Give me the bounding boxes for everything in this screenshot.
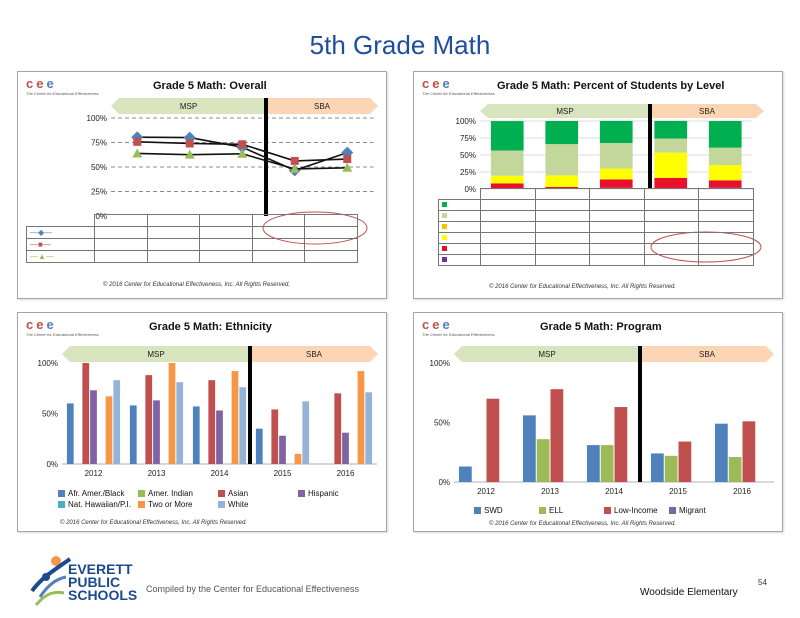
x-tick-label: 2016	[336, 469, 355, 478]
bar-segment-l4	[654, 121, 687, 139]
sba-label: SBA	[313, 102, 331, 111]
overall-line-chart	[18, 72, 388, 300]
y-axis-tick-label: 75%	[90, 138, 107, 148]
bar-segment-level-2	[491, 176, 524, 184]
legend-item: ELL	[539, 506, 563, 515]
table-cell	[590, 233, 645, 244]
chart-panel-program	[413, 312, 783, 532]
chart-panel-ethnicity	[17, 312, 387, 532]
bar-segment-l4	[600, 121, 633, 143]
x-tick-label: 2015	[669, 487, 687, 496]
table-cell	[305, 251, 358, 263]
program-bar-chart	[414, 313, 784, 533]
marker-everett	[186, 139, 194, 147]
bar-swd	[587, 445, 600, 482]
bar-low-income	[743, 421, 756, 482]
bar-segment-level-2	[654, 153, 687, 178]
legend-item: Afr. Amer./Black	[58, 489, 124, 498]
bar-segment-level-2	[600, 169, 633, 180]
msp-label: MSP	[179, 102, 198, 111]
table-cell	[252, 239, 305, 251]
series-legend-l3	[439, 211, 481, 222]
page-title: 5th Grade Math	[309, 30, 491, 60]
y-axis-tick-label: 0%	[438, 478, 450, 487]
table-cell	[252, 251, 305, 263]
x-tick-label: 2012	[477, 487, 495, 496]
table-cell	[481, 233, 536, 244]
legend-item: Two or More	[138, 500, 192, 509]
cee-logo: cee The Center for Educational Effectiveness	[422, 76, 495, 96]
legend-item: Migrant	[669, 506, 706, 515]
compiled-note: Compiled by the Center for Educational Effectiveness	[146, 584, 359, 594]
table-cell	[699, 233, 754, 244]
table-cell	[699, 200, 754, 211]
chart-title: Grade 5 Math: Percent of Students by Level	[497, 80, 725, 92]
bar-swd	[651, 453, 664, 482]
table-cell	[535, 233, 590, 244]
bar-afr-amer-black	[130, 405, 137, 464]
table-cell	[147, 251, 200, 263]
table-cell	[252, 227, 305, 239]
cee-logo: cee The Center for Educational Effectiveness	[26, 317, 99, 337]
table-cell	[535, 200, 590, 211]
copyright-note: © 2016 Center for Educational Effectiveness, Inc. All Rights Reserved.	[489, 521, 676, 527]
bar-swd	[459, 467, 472, 482]
footer	[0, 545, 800, 618]
marker-everett	[291, 157, 299, 165]
table-header-year	[699, 189, 754, 200]
table-cell	[481, 200, 536, 211]
table-cell	[95, 227, 148, 239]
bar-asian	[271, 409, 278, 464]
table-cell	[590, 222, 645, 233]
table-cell	[644, 233, 699, 244]
table-cell	[590, 200, 645, 211]
series-legend-state: —▲—	[27, 251, 95, 263]
sba-label: SBA	[305, 350, 323, 359]
table-cell	[305, 239, 358, 251]
table-cell	[535, 255, 590, 266]
table-header-year	[644, 189, 699, 200]
table-cell	[590, 244, 645, 255]
table-header-year	[481, 189, 536, 200]
series-legend-not-tested	[439, 255, 481, 266]
cee-logo: cee The Center for Educational Effectiveness	[422, 317, 495, 337]
table-cell	[535, 244, 590, 255]
levels-data-table	[438, 188, 754, 266]
x-tick-label: 2012	[84, 469, 103, 478]
bar-segment-l3	[709, 148, 742, 165]
y-axis-tick-label: 50%	[433, 418, 450, 428]
x-tick-label: 2014	[605, 487, 623, 496]
marker-everett	[238, 140, 246, 148]
legend-item: SWD	[474, 506, 503, 515]
x-tick-label: 2015	[273, 469, 292, 478]
copyright-note: © 2016 Center for Educational Effectiveness, Inc. All Rights Reserved.	[60, 520, 247, 526]
y-axis-tick-label: 75%	[459, 134, 476, 143]
bar-segment-level-1	[600, 179, 633, 187]
school-name: Woodside Elementary	[640, 587, 738, 598]
chart-title: Grade 5 Math: Overall	[153, 80, 267, 92]
bar-segment-l3	[600, 143, 633, 169]
x-tick-label: 2013	[147, 469, 166, 478]
bar-segment-l3	[545, 144, 578, 175]
x-tick-label: 2014	[210, 469, 229, 478]
table-cell	[590, 255, 645, 266]
bar-white	[113, 380, 120, 464]
legend-item: Low-Income	[604, 506, 658, 515]
copyright-note: © 2016 Center for Educational Effectiveness, Inc. All Rights Reserved.	[489, 284, 676, 290]
y-axis-tick-label: 50%	[90, 163, 107, 172]
table-cell	[305, 227, 358, 239]
table-cell	[481, 222, 536, 233]
table-header-year	[200, 215, 253, 227]
bar-low-income	[679, 442, 692, 482]
legend-item: Hispanic	[298, 489, 339, 498]
bar-two-or-more	[295, 454, 302, 464]
series-legend-everett: —■—	[27, 239, 95, 251]
table-cell	[481, 211, 536, 222]
bar-ell	[729, 457, 742, 482]
chart-panel-levels	[413, 71, 783, 299]
table-cell	[590, 211, 645, 222]
legend-item: Asian	[218, 489, 248, 498]
bar-segment-l4	[709, 121, 742, 148]
bar-segment-l4	[545, 121, 578, 144]
msp-label: MSP	[556, 107, 574, 116]
table-cell	[147, 239, 200, 251]
y-axis-tick-label: 50%	[459, 151, 476, 160]
legend-item: Nat. Hawaiian/P.I.	[58, 500, 131, 509]
bar-white	[239, 387, 246, 464]
y-axis-tick-label: 0%	[95, 212, 107, 221]
table-cell	[644, 211, 699, 222]
table-cell	[200, 251, 253, 263]
table-cell	[699, 244, 754, 255]
overall-data-table	[26, 214, 358, 263]
bar-ell	[537, 439, 550, 482]
bar-two-or-more	[232, 371, 239, 464]
bar-low-income	[551, 389, 564, 482]
bar-hispanic	[90, 390, 97, 464]
page-number: 54	[758, 578, 767, 587]
bar-low-income	[487, 399, 500, 482]
table-cell	[644, 255, 699, 266]
bar-two-or-more	[106, 396, 113, 464]
table-header-year	[252, 215, 305, 227]
bar-asian	[334, 393, 341, 464]
msp-label: MSP	[147, 350, 165, 359]
bar-segment-level-1	[709, 180, 742, 187]
bar-segment-level-2	[709, 165, 742, 180]
copyright-note: © 2016 Center for Educational Effectiveness, Inc. All Rights Reserved.	[103, 282, 290, 288]
bar-two-or-more	[358, 371, 365, 464]
table-cell	[644, 200, 699, 211]
bar-ell	[601, 445, 614, 482]
chart-title: Grade 5 Math: Ethnicity	[149, 321, 272, 333]
table-header-year	[95, 215, 148, 227]
bar-hispanic	[279, 436, 286, 464]
series-legend-level-1	[439, 244, 481, 255]
bar-hispanic	[342, 433, 349, 464]
y-axis-tick-label: 100%	[429, 359, 450, 368]
sba-label: SBA	[698, 350, 716, 359]
bar-hispanic	[153, 400, 160, 464]
table-cell	[535, 211, 590, 222]
sba-label: SBA	[698, 107, 716, 116]
series-legend-woodside: —◆—	[27, 227, 95, 239]
marker-everett	[343, 155, 351, 163]
table-cell	[200, 239, 253, 251]
table-cell	[481, 244, 536, 255]
msp-label: MSP	[538, 350, 556, 359]
bar-segment-l4	[491, 121, 524, 150]
table-cell	[699, 255, 754, 266]
district-name: EVERETT PUBLIC SCHOOLS	[68, 561, 138, 603]
bar-two-or-more	[169, 363, 176, 464]
table-cell	[95, 239, 148, 251]
bar-white	[302, 401, 309, 464]
table-cell	[200, 227, 253, 239]
chart-panel-overall	[17, 71, 387, 299]
table-header-year	[147, 215, 200, 227]
table-cell	[147, 227, 200, 239]
table-header-year	[535, 189, 590, 200]
bar-segment-l3	[654, 139, 687, 153]
y-axis-tick-label: 100%	[455, 117, 476, 126]
y-axis-tick-label: 25%	[90, 187, 107, 197]
bar-low-income	[615, 407, 628, 482]
y-axis-tick-label: 50%	[41, 409, 58, 419]
y-axis-tick-label: 25%	[459, 168, 476, 177]
cee-logo: cee The Center for Educational Effectiveness	[26, 76, 99, 96]
legend-item: White	[218, 500, 248, 509]
bar-asian	[208, 380, 215, 464]
bar-afr-amer-black	[67, 403, 74, 464]
table-cell	[535, 222, 590, 233]
table-cell	[644, 244, 699, 255]
table-cell	[699, 211, 754, 222]
bar-white	[365, 392, 372, 464]
series-legend-basic	[439, 222, 481, 233]
table-header-year	[590, 189, 645, 200]
table-cell	[644, 222, 699, 233]
bar-afr-amer-black	[193, 406, 200, 464]
series-legend-l4	[439, 200, 481, 211]
bar-hispanic	[216, 410, 223, 464]
bar-afr-amer-black	[256, 429, 263, 464]
y-axis-tick-label: 100%	[37, 359, 58, 368]
bar-segment-l3	[491, 151, 524, 176]
y-axis-tick-label: 0%	[46, 460, 58, 469]
bar-asian	[82, 363, 89, 464]
y-axis-tick-label: 0%	[464, 185, 476, 194]
bar-segment-level-2	[545, 175, 578, 187]
table-cell	[699, 222, 754, 233]
table-header-year	[305, 215, 358, 227]
x-tick-label: 2013	[541, 487, 559, 496]
marker-everett	[133, 138, 141, 146]
table-cell	[481, 255, 536, 266]
y-axis-tick-label: 100%	[86, 114, 107, 123]
x-tick-label: 2016	[733, 487, 751, 496]
chart-title: Grade 5 Math: Program	[540, 321, 662, 333]
legend-item: Amer. Indian	[138, 489, 193, 498]
bar-swd	[523, 415, 536, 482]
bar-asian	[145, 375, 152, 464]
series-legend-level-2	[439, 233, 481, 244]
bar-white	[176, 382, 183, 464]
bar-swd	[715, 424, 728, 482]
table-cell	[95, 251, 148, 263]
bar-ell	[665, 456, 678, 482]
